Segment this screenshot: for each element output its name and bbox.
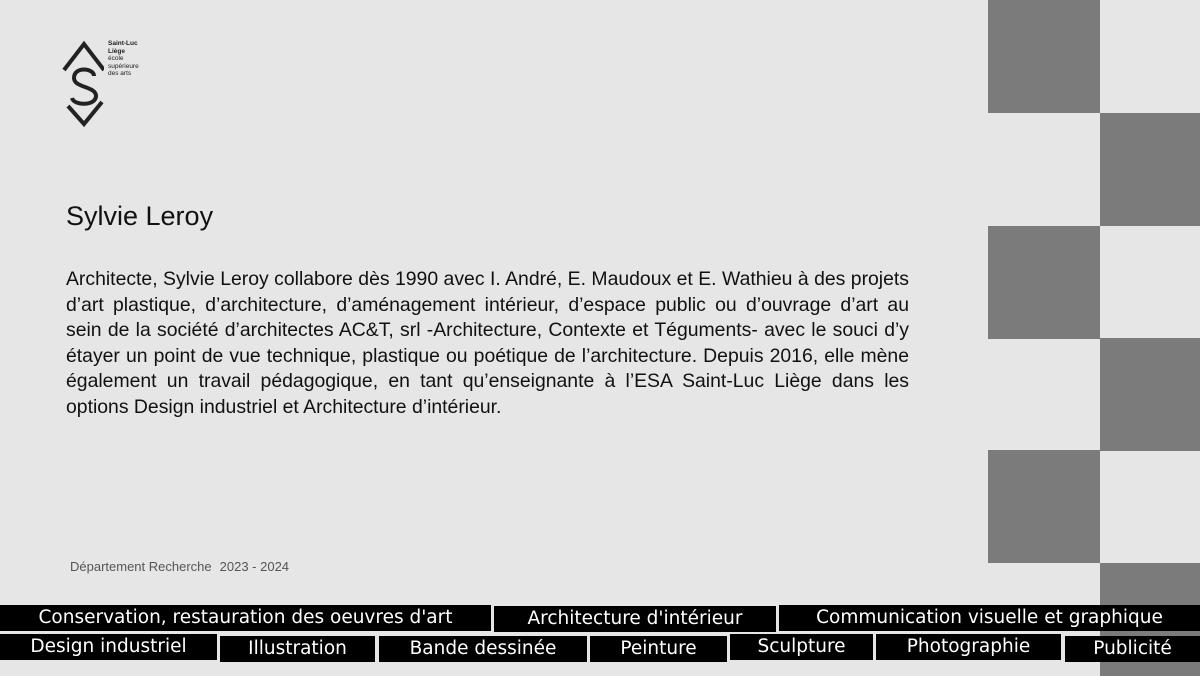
option-tab-sculpture[interactable]: Sculpture xyxy=(730,634,873,660)
option-tab-illustration[interactable]: Illustration xyxy=(220,636,375,662)
option-tab-architecture-interieur[interactable]: Architecture d'intérieur xyxy=(494,606,776,632)
school-logo xyxy=(58,40,198,130)
checker-square xyxy=(988,226,1100,339)
logo-line: école xyxy=(108,55,124,62)
person-name: Sylvie Leroy xyxy=(66,201,214,231)
logo-line: des arts xyxy=(108,70,132,77)
academic-year: 2023 - 2024 xyxy=(219,559,290,574)
checker-square xyxy=(1100,113,1200,226)
logo-s-diamond-icon xyxy=(58,40,104,128)
option-tab-publicite[interactable]: Publicité xyxy=(1065,636,1200,662)
checker-square xyxy=(988,450,1100,563)
department-label: Département Recherche xyxy=(70,559,212,574)
option-tab-peinture[interactable]: Peinture xyxy=(590,636,727,662)
option-tab-communication-visuelle[interactable]: Communication visuelle et graphique xyxy=(779,605,1200,631)
checkerboard-decoration xyxy=(988,0,1200,675)
option-tab-design-industriel[interactable]: Design industriel xyxy=(0,634,217,660)
checker-square xyxy=(988,0,1100,113)
option-tab-conservation[interactable]: Conservation, restauration des oeuvres d'art xyxy=(0,605,491,631)
options-bar xyxy=(0,605,1200,675)
person-bio: Architecte, Sylvie Leroy collabore dès 1990 avec I. André, E. Maudoux et E. Wathieu à des projets d’art plastique, d’architecture, d’aménagement intérieur, d’espace public ou d’ouvrage d’art au sein de la société d’architectes AC&T, srl -Architecture, Contexte et Téguments- avec le souci d’y étayer un point de vue technique, plastique ou poétique de l’architecture. Depuis 2016, elle mène également un travail pédagogique, en tant qu’enseignante à l’ESA Saint-Luc Liège dans les options Design industriel et Architecture d’intérieur. xyxy=(66,268,909,418)
option-tab-photographie[interactable]: Photographie xyxy=(876,634,1061,660)
logo-line: supérieure xyxy=(108,62,139,70)
logo-wordmark xyxy=(108,40,188,78)
option-tab-bande-dessinee[interactable]: Bande dessinée xyxy=(379,636,587,662)
checker-square xyxy=(1100,338,1200,451)
department-footer xyxy=(70,559,289,574)
logo-line: Liège xyxy=(108,47,125,55)
logo-line: Saint-Luc xyxy=(108,40,138,47)
